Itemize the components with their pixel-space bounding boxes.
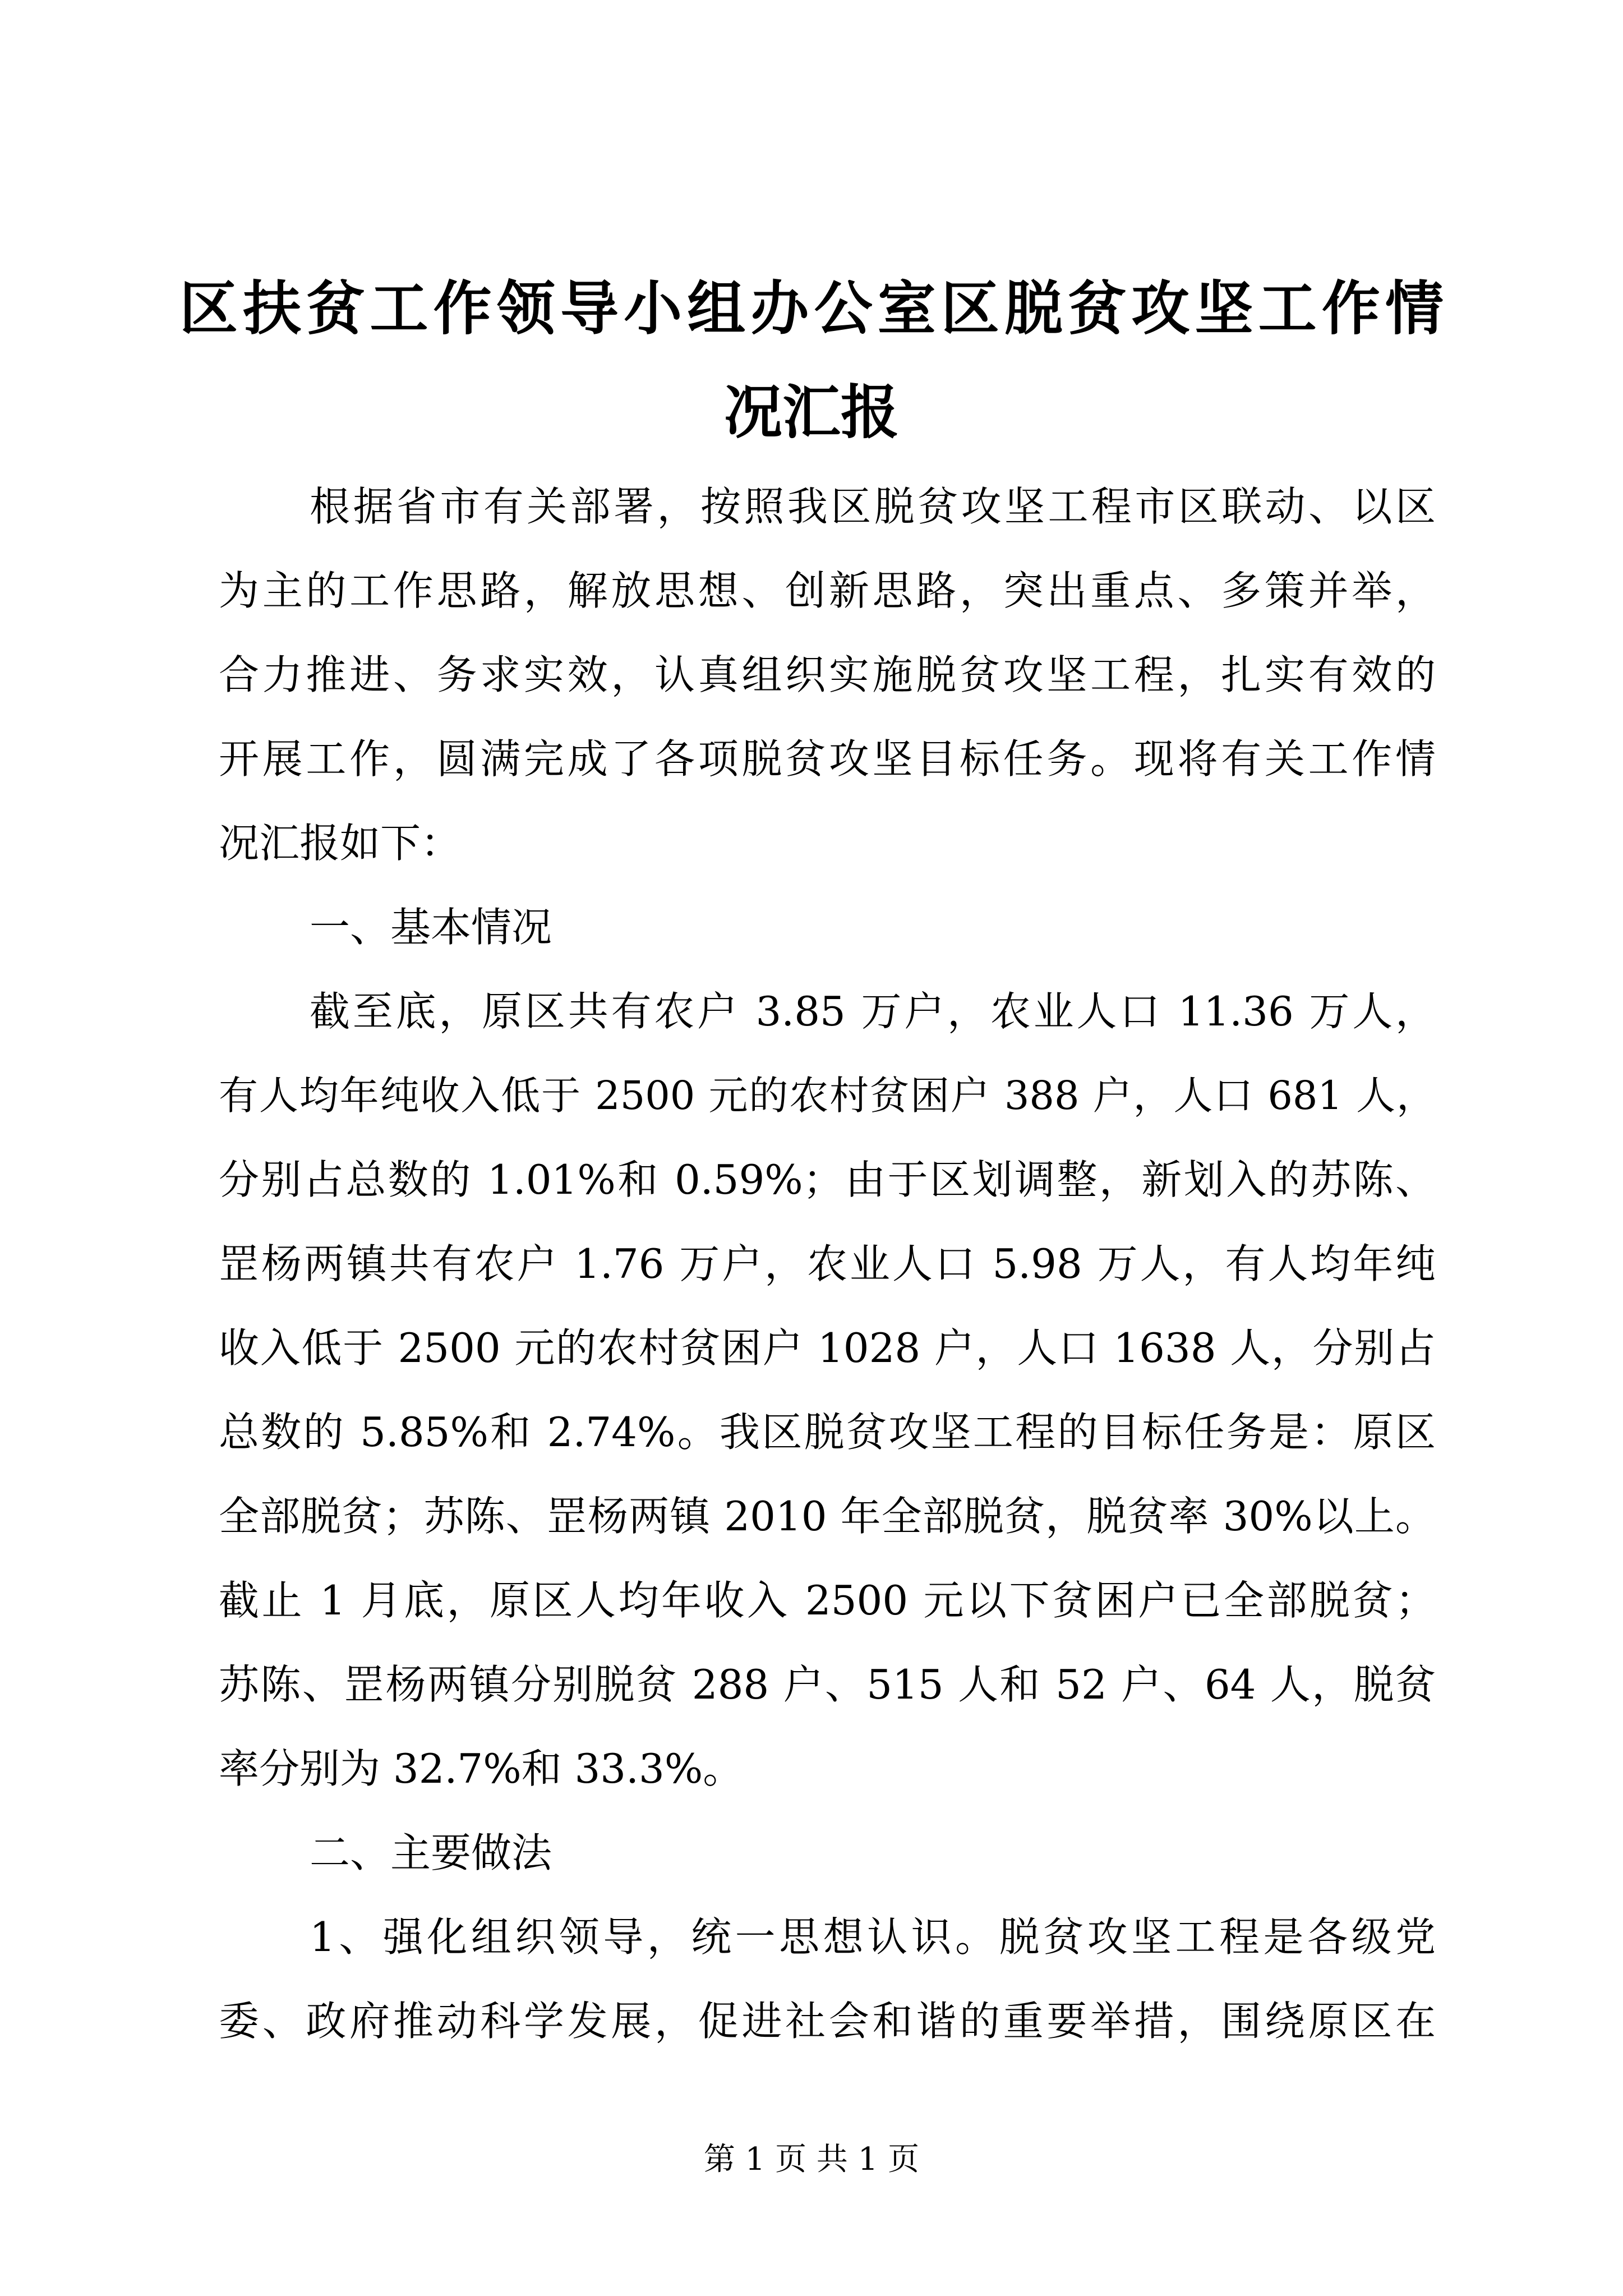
body-text-line: 根据省市有关部署，按照我区脱贫攻坚工程市区联动、以区 <box>310 483 1436 530</box>
body-text-line: 为主的工作思路，解放思想、创新思路，突出重点、多策并举， <box>219 567 1436 614</box>
body-text-line: 况汇报如下： <box>219 820 462 867</box>
body-text-line: 苏陈、罡杨两镇分别脱贫 288 户、515 人和 52 户、64 人，脱贫 <box>219 1661 1436 1708</box>
body-text-line: 一、基本情况 <box>310 904 552 951</box>
body-text-line: 罡杨两镇共有农户 1.76 万户，农业人口 5.98 万人，有人均年纯 <box>219 1240 1436 1287</box>
body-text-line: 截止 1 月底，原区人均年收入 2500 元以下贫困户已全部脱贫； <box>219 1577 1436 1624</box>
body-text-line: 全部脱贫；苏陈、罡杨两镇 2010 年全部脱贫，脱贫率 30%以上。 <box>219 1493 1436 1540</box>
document-title-line-1: 区扶贫工作领导小组办公室区脱贫攻坚工作情 <box>179 274 1444 343</box>
body-text-line: 截至底，原区共有农户 3.85 万户，农业人口 11.36 万人， <box>310 988 1436 1035</box>
body-text-line: 二、主要做法 <box>310 1829 552 1876</box>
body-text-line: 总数的 5.85%和 2.74%。我区脱贫攻坚工程的目标任务是：原区 <box>219 1409 1436 1456</box>
body-text-line: 收入低于 2500 元的农村贫困户 1028 户，人口 1638 人，分别占 <box>219 1324 1436 1372</box>
body-text-line: 1、强化组织领导，统一思想认识。脱贫攻坚工程是各级党 <box>310 1913 1436 1961</box>
body-text-line: 有人均年纯收入低于 2500 元的农村贫困户 388 户，人口 681 人， <box>219 1073 1436 1119</box>
body-text-line: 委、政府推动科学发展，促进社会和谐的重要举措，围绕原区在 <box>219 1998 1436 2045</box>
body-text-line: 开展工作，圆满完成了各项脱贫攻坚目标任务。现将有关工作情 <box>219 735 1436 783</box>
body-text-line: 率分别为 32.7%和 33.3%。 <box>219 1745 744 1792</box>
page-footer: 第 1 页 共 1 页 <box>703 2141 920 2178</box>
document-title-line-2: 况汇报 <box>723 378 899 447</box>
body-text-line: 合力推进、务求实效，认真组织实施脱贫攻坚工程，扎实有效的 <box>219 651 1436 698</box>
body-text-line: 分别占总数的 1.01%和 0.59%；由于区划调整，新划入的苏陈、 <box>219 1156 1436 1203</box>
